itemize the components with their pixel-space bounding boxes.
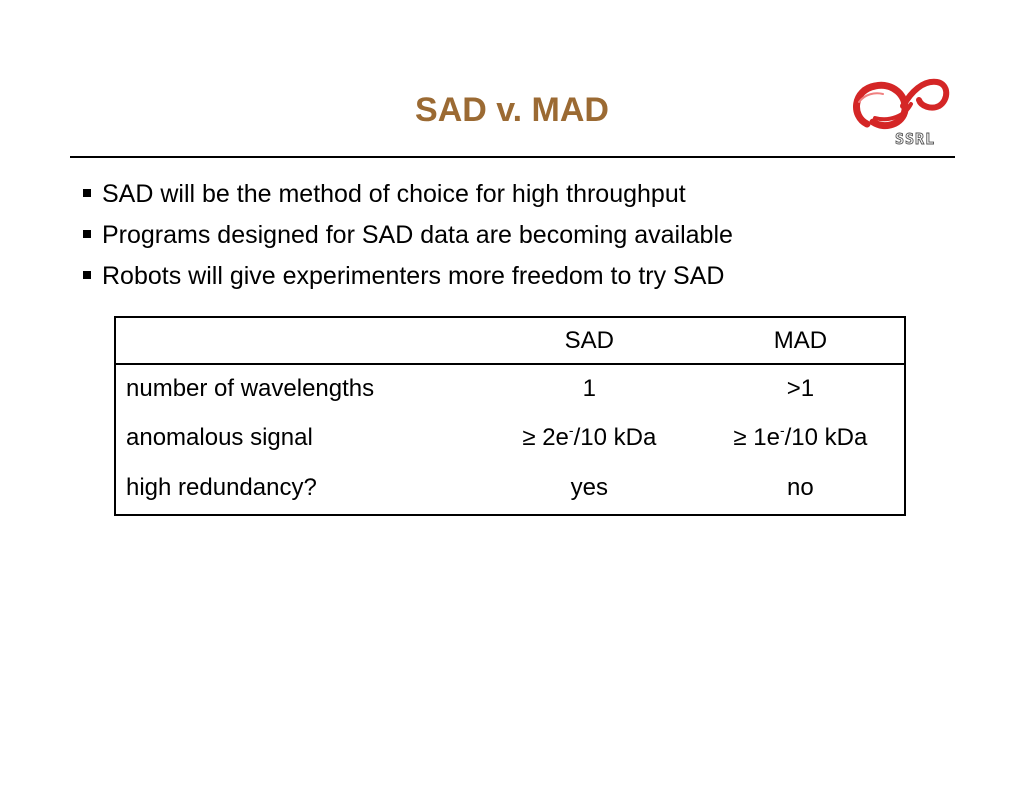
mad-value [697,413,904,463]
ssrl-logo [845,72,955,148]
bullet-text: Programs designed for SAD data are becoming available [102,221,733,249]
mad-value: >1 [786,375,815,402]
bullet-list [80,176,733,299]
slide-title: SAD v. MAD [415,91,609,129]
square-bullet-icon [83,230,91,238]
bullet-item [80,217,733,258]
value-suffix: /10 kDa [784,424,868,451]
value-prefix: ≥ 2e [522,424,569,451]
sad-value: yes [570,474,608,501]
bullet-text: SAD will be the method of choice for high throughput [102,180,686,208]
sad-value: 1 [582,375,596,402]
ssrl-logo-text: SSRL [895,130,936,148]
header-mad: MAD [697,318,904,364]
header-blank [116,318,482,364]
square-bullet-icon [83,189,91,197]
row-label: number of wavelengths [126,375,375,402]
bullet-item [80,258,733,299]
title-divider [70,156,955,158]
bullet-item [80,176,733,217]
ssrl-ring-icon [857,82,947,126]
row-label: anomalous signal [126,424,313,451]
mad-value: no [787,474,814,501]
charge-superscript: - [568,422,574,438]
row-label: high redundancy? [126,474,317,501]
bullet-text: Robots will give experimenters more freedom to try SAD [102,262,725,290]
value-suffix: /10 kDa [573,424,657,451]
table-row [116,364,904,413]
comparison-table [114,316,906,516]
sad-value [482,413,697,463]
table-header-row [116,318,904,364]
header-sad: SAD [482,318,697,364]
value-prefix: ≥ 1e [733,424,780,451]
table-row [116,413,904,463]
charge-superscript: - [779,422,785,438]
square-bullet-icon [83,271,91,279]
table-row [116,463,904,513]
